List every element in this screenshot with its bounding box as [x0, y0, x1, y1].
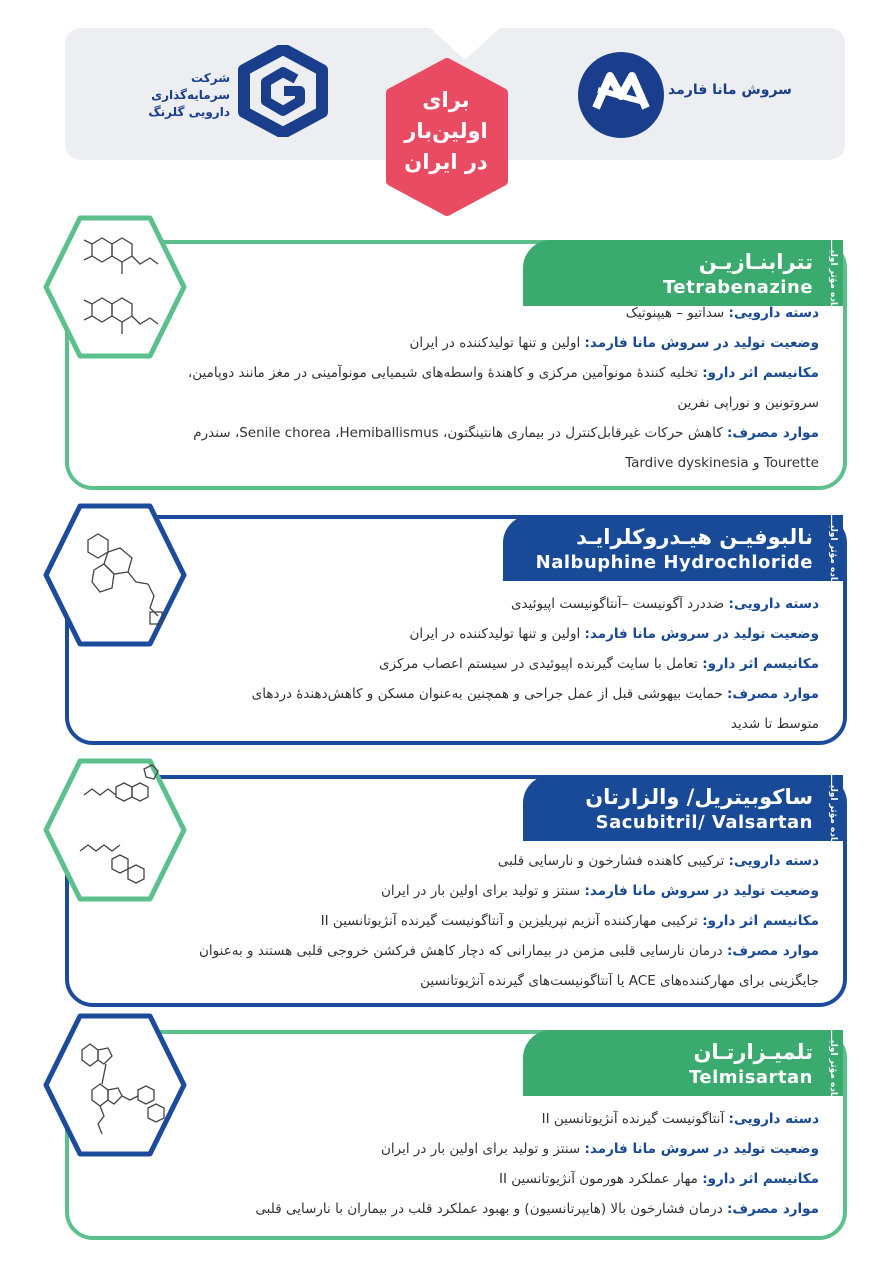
- drug-name-en: Tetrabenazine: [663, 277, 813, 298]
- telmisartan-structure-icon: [40, 1010, 190, 1160]
- drug-info-line: وضعیت تولید در سروش مانا فارمد: سنتز و تولید برای اولین بار در ایران: [380, 1141, 819, 1157]
- drug-info-line: موارد مصرف: درمان فشارخون بالا (هایپرتانسیون) و بهبود عملکرد قلب در بیماران با نارسایی قلبی: [255, 1201, 819, 1217]
- first-in-iran-text: برای اولین‌بار در ایران: [404, 88, 488, 174]
- drug-info-line: موارد مصرف: حمایت بیهوشی قبل از عمل جراحی و همچنین به‌عنوان مسکن و کاهش‌دهندهٔ دردهای: [251, 686, 819, 702]
- drug-name-en: Telmisartan: [689, 1067, 813, 1088]
- drug-name-fa: تلمیـزارتـان: [693, 1040, 813, 1064]
- drug-info-line: Tourette و Tardive dyskinesia: [625, 455, 819, 471]
- brand-golrang-name: شرکت سرمایه‌گذاری دارویی گلرنگ: [148, 71, 230, 119]
- drug-info-line: مکانیسم اثر دارو: مهار عملکرد هورمون آنژیوتانسین II: [499, 1171, 819, 1187]
- drug-info-line: دسته دارویی: ضددرد آگونیست –آنتاگونیست اپیوئیدی: [510, 596, 819, 612]
- drug-info-lines: [188, 298, 819, 478]
- tetrabenazine-structure-icon: [40, 212, 190, 362]
- active-ingredient-label: ماده مؤثر اولیـــه: [828, 1025, 838, 1101]
- drug-name-fa: تترابنـازیـن: [698, 250, 813, 274]
- drug-info-line: متوسط تا شدید: [730, 716, 819, 732]
- drug-name-fa: نالبوفیـن هیـدروکلرایـد: [576, 525, 813, 549]
- drug-info-lines: [199, 846, 819, 996]
- active-ingredient-label: ماده مؤثر اولیـــه: [828, 770, 838, 846]
- drug-info-line: موارد مصرف: کاهش حرکات غیرقابل‌کنترل در بیماری هانتینگتون، Senile chorea ،Hemiballismus، سندرم: [193, 425, 819, 441]
- drug-info-line: مکانیسم اثر دارو: تخلیه کنندهٔ مونوآمین مرکزی و کاهندهٔ واسطه‌های شیمیایی مونوآمینی در مغز مانند دوپامین،: [187, 365, 819, 381]
- drug-info-line: وضعیت تولید در سروش مانا فارمد: اولین و تنها تولیدکننده در ایران: [409, 335, 819, 351]
- drug-title-tab: [523, 240, 843, 306]
- drug-title-tab: [503, 515, 843, 581]
- drug-info-line: موارد مصرف: درمان نارسایی قلبی مزمن در بیمارانی که دچار کاهش فرکشن خروجی قلبی هستند و به‌عنوان: [199, 943, 819, 959]
- golrang-logo-icon: [238, 45, 328, 137]
- drug-name-en: Nalbuphine Hydrochloride: [535, 552, 813, 573]
- drug-info-line: جایگزینی برای مهارکننده‌های ACE یا آنتاگونیست‌های گیرنده آنژیوتانسین: [420, 973, 819, 989]
- drug-info-line: دسته دارویی: ترکیبی کاهنده فشارخون و نارسایی قلبی: [497, 853, 819, 869]
- drug-info-line: مکانیسم اثر دارو: تعامل با سایت گیرنده اپیوئیدی در سیستم اعصاب مرکزی: [379, 656, 819, 672]
- soroush-mana-logo-icon: [576, 50, 666, 140]
- drug-name-fa: ساکوبیتریل/ والزارتان: [585, 785, 813, 809]
- drug-title-tab: [523, 1030, 843, 1096]
- drug-info-line: وضعیت تولید در سروش مانا فارمد: اولین و تنها تولیدکننده در ایران: [409, 626, 819, 642]
- brand-soroush-name: سروش مانا فارمد: [668, 82, 792, 98]
- drug-title-tab: [523, 775, 843, 841]
- drug-info-lines: [252, 589, 819, 739]
- drug-name-en: Sacubitril/ Valsartan: [595, 812, 813, 833]
- drug-info-line: وضعیت تولید در سروش مانا فارمد: سنتز و تولید برای اولین بار در ایران: [380, 883, 819, 899]
- sacubitril-valsartan-structure-icon: [40, 755, 190, 905]
- drug-info-line: مکانیسم اثر دارو: ترکیبی مهارکننده آنزیم نپریلیزین و آنتاگونیست گیرنده آنژیوتانسین II: [320, 913, 819, 929]
- drug-info-line: سروتونین و نوراپی نفرین: [677, 395, 819, 411]
- active-ingredient-label: ماده مؤثر اولیـــه: [828, 510, 838, 586]
- drug-info-lines: [255, 1104, 819, 1224]
- active-ingredient-label: ماده مؤثر اولیـــه: [828, 235, 838, 311]
- drug-info-line: دسته دارویی: سداتیو – هیپنوتیک: [625, 305, 819, 321]
- nalbuphine-structure-icon: [40, 500, 190, 650]
- drug-info-line: دسته دارویی: آنتاگونیست گیرنده آنژیوتانسین II: [541, 1111, 819, 1127]
